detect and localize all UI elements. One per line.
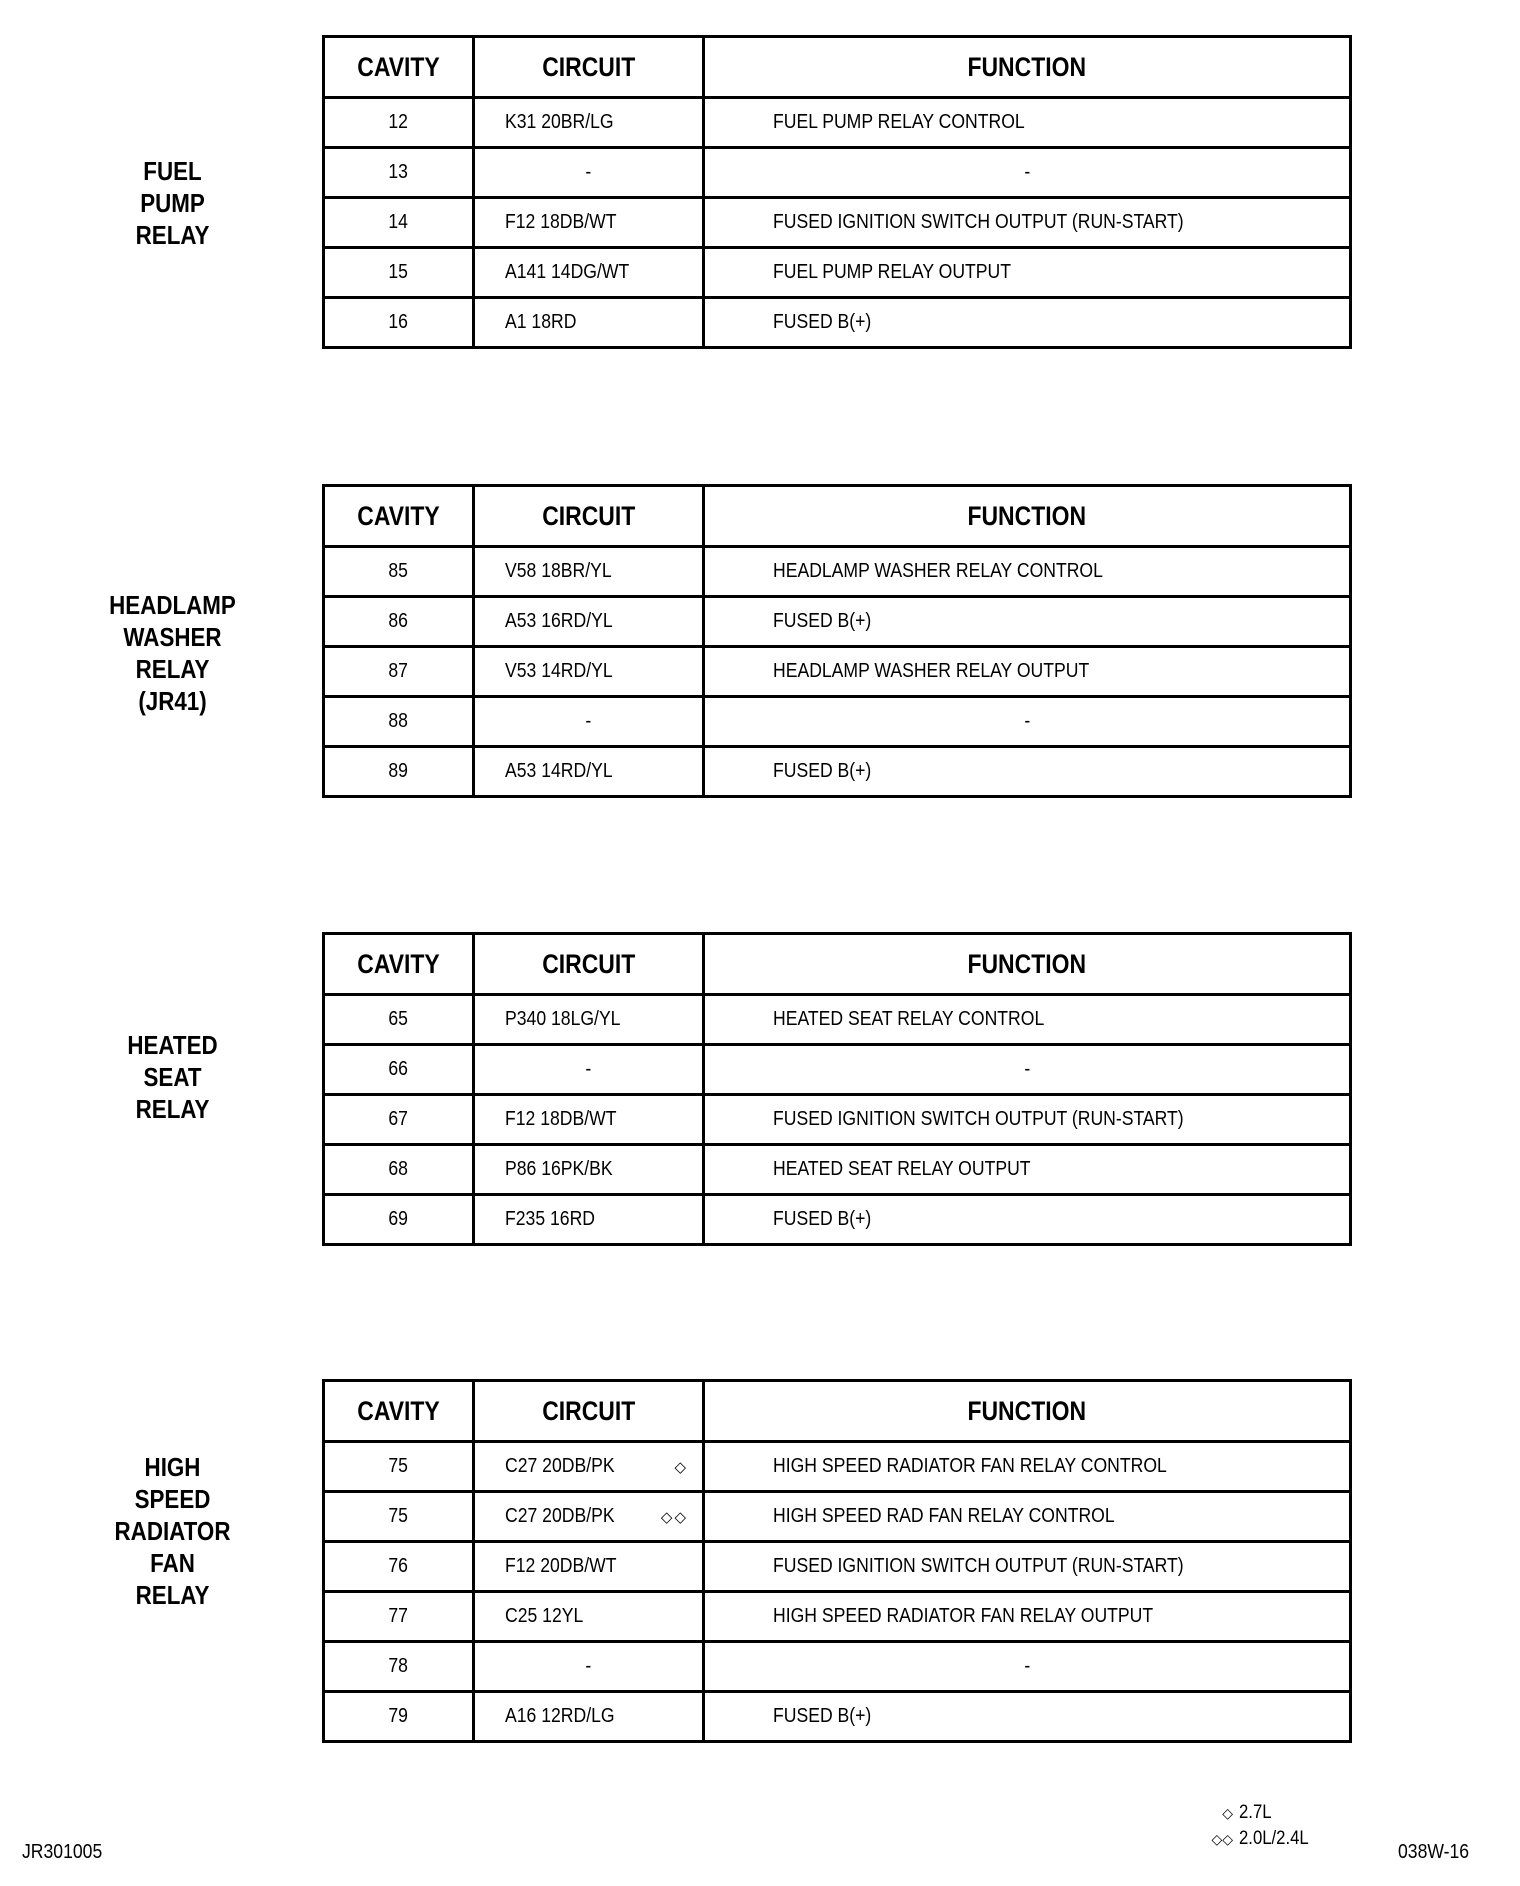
cavity-cell: 15 — [324, 248, 474, 298]
table-row — [324, 1592, 1351, 1642]
cavity-cell: 75 — [324, 1442, 474, 1492]
table-row — [324, 148, 1351, 198]
column-header-function: FUNCTION — [704, 486, 1351, 547]
table-row — [324, 1642, 1351, 1692]
relay-label-line: RELAY — [135, 654, 210, 684]
engine-marker-icon: ◇◇ — [660, 1508, 688, 1526]
circuit-cell: A53 14RD/YL — [474, 747, 704, 797]
relay-label-line: (JR41) — [138, 686, 207, 716]
function-cell: HEADLAMP WASHER RELAY CONTROL — [704, 547, 1351, 597]
table-row — [324, 1442, 1351, 1492]
circuit-cell: F235 16RD — [474, 1195, 704, 1245]
relay-label-line: FUEL — [143, 156, 202, 186]
table-row — [324, 1692, 1351, 1742]
function-cell: FUSED IGNITION SWITCH OUTPUT (RUN-START) — [704, 198, 1351, 248]
table-row — [324, 547, 1351, 597]
cavity-cell: 76 — [324, 1542, 474, 1592]
relay-label-line: HIGH — [144, 1452, 201, 1482]
column-header-cavity: CAVITY — [324, 1381, 474, 1442]
diamond-icon: ◇ — [1222, 1805, 1233, 1821]
legend-row — [1197, 1826, 1318, 1852]
function-cell: FUSED B(+) — [704, 1195, 1351, 1245]
footer-left-code-text: JR301005 — [22, 1841, 103, 1863]
relay-label-line: PUMP — [140, 188, 205, 218]
relay-label-line: SEAT — [143, 1062, 202, 1092]
circuit-cell: - — [474, 148, 704, 198]
function-cell: HIGH SPEED RADIATOR FAN RELAY OUTPUT — [704, 1592, 1351, 1642]
headlamp-washer-relay-table — [322, 484, 1352, 798]
column-header-function: FUNCTION — [704, 37, 1351, 98]
function-cell: FUSED IGNITION SWITCH OUTPUT (RUN-START) — [704, 1095, 1351, 1145]
function-cell: FUSED B(+) — [704, 597, 1351, 647]
table-row — [324, 597, 1351, 647]
table-header-row — [324, 37, 1351, 98]
cavity-cell: 67 — [324, 1095, 474, 1145]
relay-label-line: RELAY — [135, 220, 210, 250]
function-cell: FUSED B(+) — [704, 747, 1351, 797]
cavity-cell: 14 — [324, 198, 474, 248]
cavity-cell: 87 — [324, 647, 474, 697]
column-header-cavity: CAVITY — [324, 486, 474, 547]
column-header-circuit: CIRCUIT — [474, 37, 704, 98]
legend-text: 2.0L/2.4L — [1239, 1828, 1309, 1849]
table-row — [324, 98, 1351, 148]
relay-label-line: RADIATOR — [114, 1516, 231, 1546]
cavity-cell: 13 — [324, 148, 474, 198]
column-header-function: FUNCTION — [704, 934, 1351, 995]
footer-right-code-text: 038W-16 — [1398, 1841, 1470, 1863]
cavity-cell: 86 — [324, 597, 474, 647]
high-speed-radiator-fan-relay-table — [322, 1379, 1352, 1743]
cavity-cell: 85 — [324, 547, 474, 597]
table-row — [324, 1145, 1351, 1195]
function-cell: HEATED SEAT RELAY CONTROL — [704, 995, 1351, 1045]
relay-label-heated-seat — [84, 1029, 260, 1125]
relay-label-headlamp-washer — [84, 589, 260, 717]
function-cell: - — [704, 697, 1351, 747]
cavity-cell: 68 — [324, 1145, 474, 1195]
fuel-pump-relay-table — [322, 35, 1352, 349]
function-cell: FUEL PUMP RELAY OUTPUT — [704, 248, 1351, 298]
circuit-cell: V58 18BR/YL — [474, 547, 704, 597]
table-row — [324, 1045, 1351, 1095]
table-row — [324, 248, 1351, 298]
cavity-cell: 75 — [324, 1492, 474, 1542]
relay-label-line: HEATED — [127, 1030, 218, 1060]
circuit-cell: F12 18DB/WT — [474, 198, 704, 248]
function-cell: FUEL PUMP RELAY CONTROL — [704, 98, 1351, 148]
engine-marker-icon: ◇ — [674, 1458, 688, 1476]
function-cell: - — [704, 148, 1351, 198]
circuit-cell: V53 14RD/YL — [474, 647, 704, 697]
cavity-cell: 78 — [324, 1642, 474, 1692]
footer-left-code — [22, 1841, 113, 1864]
column-header-cavity: CAVITY — [324, 37, 474, 98]
function-cell: FUSED IGNITION SWITCH OUTPUT (RUN-START) — [704, 1542, 1351, 1592]
column-header-circuit: CIRCUIT — [474, 486, 704, 547]
circuit-cell: P86 16PK/BK — [474, 1145, 704, 1195]
relay-label-line: SPEED — [134, 1484, 211, 1514]
circuit-cell: - — [474, 1045, 704, 1095]
relay-label-line: WASHER — [123, 622, 222, 652]
circuit-cell: A53 16RD/YL — [474, 597, 704, 647]
function-cell: FUSED B(+) — [704, 1692, 1351, 1742]
function-cell: FUSED B(+) — [704, 298, 1351, 348]
cavity-cell: 77 — [324, 1592, 474, 1642]
function-cell: - — [704, 1642, 1351, 1692]
table-row — [324, 697, 1351, 747]
function-cell: HEADLAMP WASHER RELAY OUTPUT — [704, 647, 1351, 697]
cavity-cell: 79 — [324, 1692, 474, 1742]
function-cell: HIGH SPEED RAD FAN RELAY CONTROL — [704, 1492, 1351, 1542]
table-row — [324, 995, 1351, 1045]
column-header-cavity: CAVITY — [324, 934, 474, 995]
table-row — [324, 1095, 1351, 1145]
circuit-cell: - — [474, 1642, 704, 1692]
circuit-cell: C25 12YL — [474, 1592, 704, 1642]
column-header-circuit: CIRCUIT — [474, 1381, 704, 1442]
footer-right-code — [1398, 1841, 1479, 1864]
column-header-circuit: CIRCUIT — [474, 934, 704, 995]
function-cell: - — [704, 1045, 1351, 1095]
cavity-cell: 88 — [324, 697, 474, 747]
relay-label-line: HEADLAMP — [109, 590, 236, 620]
circuit-cell: A141 14DG/WT — [474, 248, 704, 298]
table-row — [324, 1195, 1351, 1245]
cavity-cell: 12 — [324, 98, 474, 148]
table-row — [324, 198, 1351, 248]
relay-label-line: RELAY — [135, 1580, 210, 1610]
table-row — [324, 747, 1351, 797]
table-row — [324, 647, 1351, 697]
heated-seat-relay-table — [322, 932, 1352, 1246]
legend-row — [1197, 1800, 1318, 1826]
table-row — [324, 1542, 1351, 1592]
relay-label-line: FAN — [150, 1548, 195, 1578]
circuit-cell: C27 20DB/PK ◇ — [474, 1442, 704, 1492]
relay-label-fuel-pump — [84, 155, 260, 251]
table-row — [324, 298, 1351, 348]
circuit-cell: A1 18RD — [474, 298, 704, 348]
table-row — [324, 1492, 1351, 1542]
engine-legend — [1197, 1800, 1318, 1852]
table-header-row — [324, 934, 1351, 995]
relay-label-line: RELAY — [135, 1094, 210, 1124]
function-cell: HEATED SEAT RELAY OUTPUT — [704, 1145, 1351, 1195]
circuit-cell: A16 12RD/LG — [474, 1692, 704, 1742]
column-header-function: FUNCTION — [704, 1381, 1351, 1442]
cavity-cell: 66 — [324, 1045, 474, 1095]
table-header-row — [324, 1381, 1351, 1442]
cavity-cell: 16 — [324, 298, 474, 348]
relay-label-high-speed-radiator-fan — [84, 1451, 260, 1611]
cavity-cell: 65 — [324, 995, 474, 1045]
double-diamond-icon: ◇◇ — [1211, 1831, 1233, 1847]
circuit-cell: K31 20BR/LG — [474, 98, 704, 148]
function-cell: HIGH SPEED RADIATOR FAN RELAY CONTROL — [704, 1442, 1351, 1492]
circuit-cell: - — [474, 697, 704, 747]
circuit-cell: F12 18DB/WT — [474, 1095, 704, 1145]
cavity-cell: 89 — [324, 747, 474, 797]
legend-text: 2.7L — [1239, 1802, 1272, 1823]
circuit-cell: C27 20DB/PK ◇◇ — [474, 1492, 704, 1542]
circuit-cell: P340 18LG/YL — [474, 995, 704, 1045]
cavity-cell: 69 — [324, 1195, 474, 1245]
circuit-cell: F12 20DB/WT — [474, 1542, 704, 1592]
table-header-row — [324, 486, 1351, 547]
